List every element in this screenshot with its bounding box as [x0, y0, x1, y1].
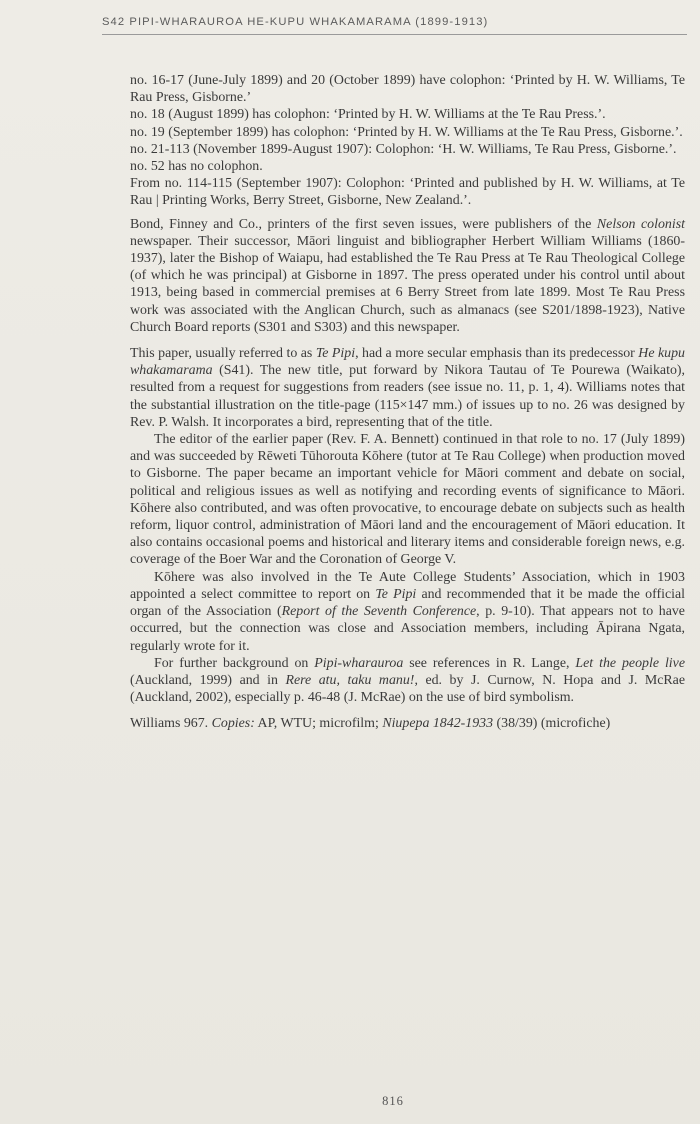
paragraph-further-background: For further background on Pipi-wharauroa see references in R. Lange, Let the people live (Auckland, 1999) and in Rere atu, taku manu!, ed. by J. Curnow, N. Hopa and J. McRae (Auckland, 2002), especially p. 46-48 (J. McRae) on the use of bird symbolism.: [130, 655, 686, 706]
paragraph-title-history: This paper, usually referred to as Te Pipi, had a more secular emphasis than its predecessor He kupu whakamarama (S41). The new title, put forward by Nikora Tautau of Te Pourewa (Waikato), resulted from a request for suggestions from readers (see issue no. 11, p. 1, 4). Williams notes that the substantial illustration on the title-page (115×147 mm.) of issues up to no. 26 was designed by Rev. P. Walsh. It incorporates a bird, representing that of the title.: [130, 346, 685, 430]
colophon-entry: no. 21-113 (November 1899-August 1907): Colophon: ‘H. W. Williams, Te Rau Press, Gisborne.’.: [130, 141, 677, 157]
colophon-entry: no. 52 has no colophon.: [130, 159, 263, 175]
running-head: S42 PIPI-WHARAUROA HE-KUPU WHAKAMARAMA (1899-1913): [102, 16, 489, 28]
paragraph-copies: Williams 967. Copies: AP, WTU; microfilm; Niupepa 1842-1933 (38/39) (microfiche): [130, 716, 611, 732]
page-body: [130, 72, 685, 733]
paragraph-printers: Bond, Finney and Co., printers of the first seven issues, were publishers of the Nelson colonist newspaper. Their successor, Māori linguist and bibliographer Herbert William Williams (1860-1937), later the Bishop of Waiapu, had established the Te Rau Press at Te Rau Theological College (of which he was principal) at Gisborne in 1897. The press operated under his control until about 1913, being based in commercial premises at 6 Berry Street from late 1899. Most Te Rau Press work was associated with the Anglican Church, such as almanacs (see S201/1898-1923), Native Church Board reports (S301 and S303) and this newspaper.: [130, 216, 685, 335]
colophon-entry: From no. 114-115 (September 1907): Colophon: ‘Printed and published by H. W. Williams, at Te Rau | Printing Works, Berry Street, Gisborne, New Zealand.’.: [130, 176, 685, 209]
header-rule: [102, 34, 687, 35]
colophon-entry: no. 18 (August 1899) has colophon: ‘Printed by H. W. Williams at the Te Rau Press.’.: [130, 107, 606, 123]
paragraph-association: Kōhere was also involved in the Te Aute College Students’ Association, which in 1903 appointed a select committee to report on Te Pipi and recommended that it be made the official organ of the Association (Report of the Seventh Conference, p. 9-10). That appears not to have occurred, but the connection was close and Association members, including Āpirana Ngata, regularly wrote for it.: [130, 569, 685, 654]
page-number: 816: [382, 1094, 404, 1108]
colophon-entry: no. 19 (September 1899) has colophon: ‘Printed by H. W. Williams at the Te Rau Press, Gisborne.’.: [130, 124, 683, 140]
paragraph-editors: The editor of the earlier paper (Rev. F. A. Bennett) continued in that role to no. 17 (July 1899) and was succeeded by Rēweti Tūhorouta Kōhere (tutor at Te Rau College) when production moved to Gisborne. The paper became an important vehicle for Māori comment and debate on social, political and religious issues as well as notifying and recording events of significance to Māori. Kōhere also contributed, and was often provocative, to encourage debate on subjects such as health reform, liquor control, administration of Māori land and the encouragement of Māori education. It also contains occasional poems and historical and literary items and considerable foreign news, e.g. coverage of the Boer War and the Coronation of George V.: [130, 432, 685, 568]
colophon-entry: no. 16-17 (June-July 1899) and 20 (October 1899) have colophon: ‘Printed by H. W. Williams, Te Rau Press, Gisborne.’: [130, 73, 685, 106]
